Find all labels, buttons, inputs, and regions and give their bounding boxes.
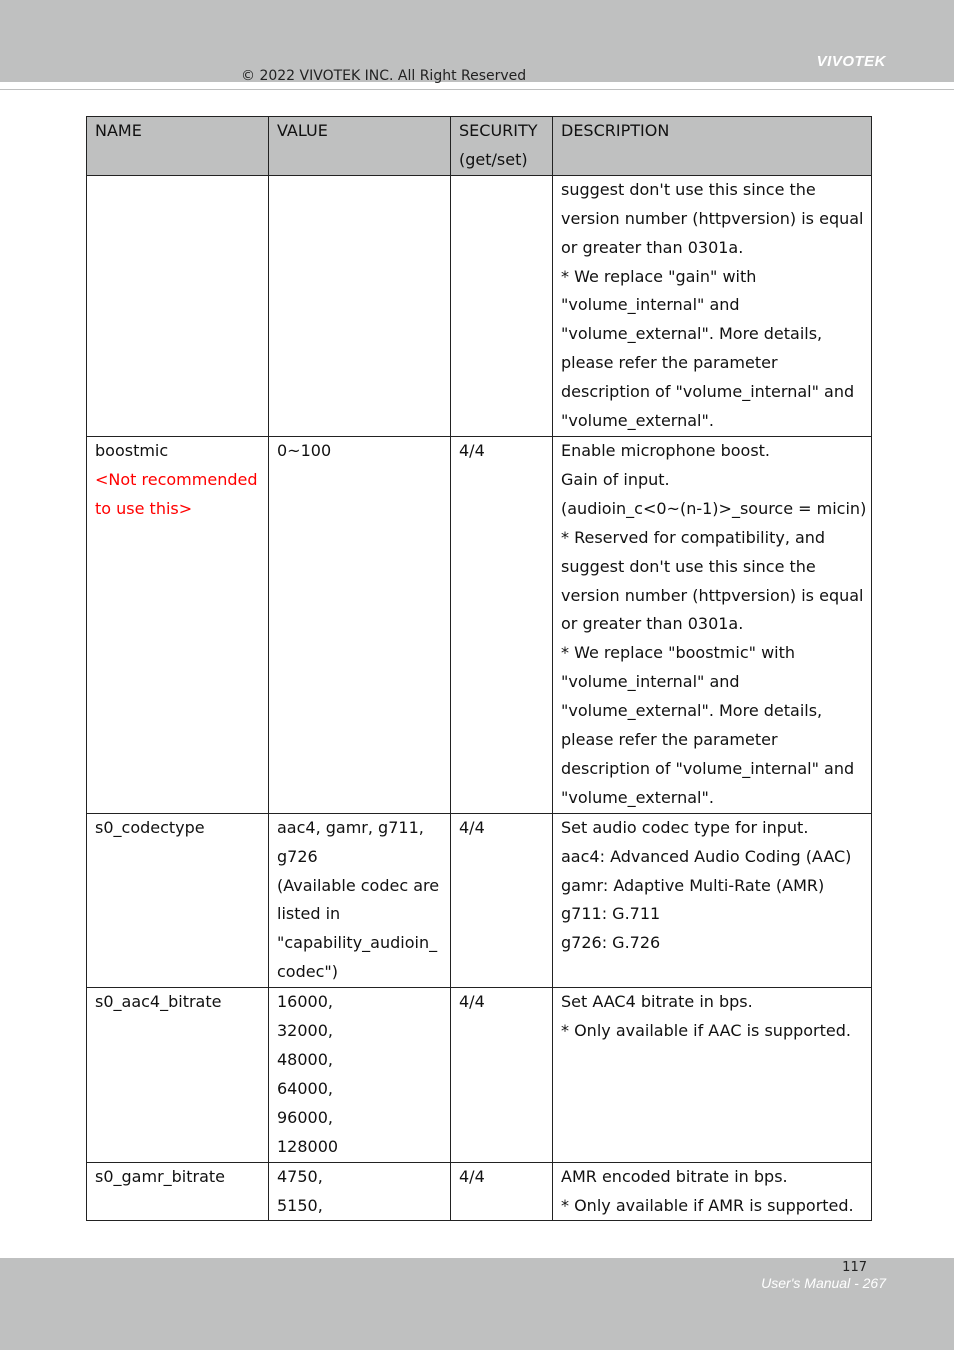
- brand-logo-text: VIVOTEK: [816, 53, 886, 70]
- table-row: [87, 436, 872, 813]
- header-divider: [0, 89, 954, 90]
- cell-security: [451, 175, 553, 436]
- deprecation-note: <Not recommended: [95, 469, 258, 489]
- cell-description: AMR encoded bitrate in bps. * Only available if AMR is supported.: [553, 1162, 872, 1221]
- table-header-row: [87, 117, 872, 176]
- table-row: [87, 988, 872, 1162]
- cell-value: 16000, 32000, 48000, 64000, 96000, 128000: [269, 988, 451, 1162]
- cell-description: Set audio codec type for input. aac4: Advanced Audio Coding (AAC) gamr: Adaptive Multi-Rate (AMR) g711: G.711 g726: G.726: [553, 813, 872, 987]
- footer-band: [0, 1258, 954, 1350]
- header-description: DESCRIPTION: [553, 117, 872, 176]
- cell-name: s0_aac4_bitrate: [87, 988, 269, 1162]
- table-row: [87, 175, 872, 436]
- page-number: 117: [842, 1260, 867, 1275]
- cell-name: s0_gamr_bitrate: [87, 1162, 269, 1221]
- cell-description: suggest don't use this since the version number (httpversion) is equal or greater than 0301a. * We replace "gain" with "volume_internal" and "volume_external". More details, please refer the parameter description of "volume_internal" and "volume_external".: [553, 175, 872, 436]
- manual-page-label: User's Manual - 267: [761, 1275, 886, 1291]
- deprecation-note: to use this>: [95, 498, 193, 518]
- cell-value: [269, 175, 451, 436]
- cell-description: Set AAC4 bitrate in bps. * Only available if AAC is supported.: [553, 988, 872, 1162]
- cell-name: boostmic <Not recommended to use this>: [87, 436, 269, 813]
- parameter-table: [86, 116, 872, 1221]
- cell-security: 4/4: [451, 436, 553, 813]
- header-security: SECURITY (get/set): [451, 117, 553, 176]
- table-row: [87, 813, 872, 987]
- header-value: VALUE: [269, 117, 451, 176]
- table-row: [87, 1162, 872, 1221]
- cell-security: 4/4: [451, 813, 553, 987]
- cell-description: Enable microphone boost. Gain of input. (audioin_c<0~(n-1)>_source = micin) * Reserved for compatibility, and suggest don't use this since the version number (httpversion) is equal or greater than 0301a. * We replace "boostmic" with "volume_internal" and "volume_external". More details, please refer the parameter description of "volume_internal" and "volume_external".: [553, 436, 872, 813]
- cell-value: aac4, gamr, g711, g726 (Available codec are listed in "capability_audioin_ codec"): [269, 813, 451, 987]
- cell-value: 4750, 5150,: [269, 1162, 451, 1221]
- cell-security: 4/4: [451, 988, 553, 1162]
- cell-value: 0~100: [269, 436, 451, 813]
- header-name: NAME: [87, 117, 269, 176]
- cell-name: [87, 175, 269, 436]
- cell-security: 4/4: [451, 1162, 553, 1221]
- cell-name: s0_codectype: [87, 813, 269, 987]
- copyright-text: © 2022 VIVOTEK INC. All Right Reserved: [241, 68, 527, 84]
